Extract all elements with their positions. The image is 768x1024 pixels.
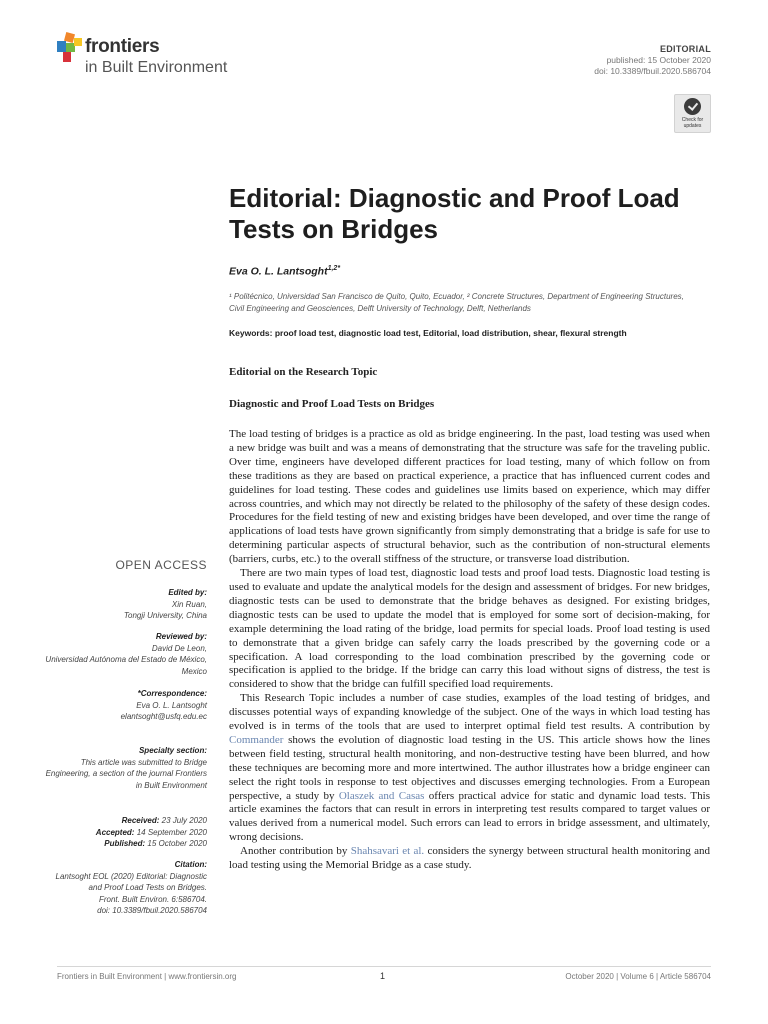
- article-meta: [594, 44, 711, 77]
- published-date: published: 15 October 2020: [606, 55, 711, 65]
- article-body: [229, 428, 710, 873]
- keywords-label: Keywords:: [229, 328, 273, 338]
- keywords-list: proof load test, diagnostic load test, Editorial, load distribution, shear, flexural strength: [274, 328, 627, 338]
- body-paragraph-2: There are two main types of load test, diagnostic load tests and proof load tests. Diagnostic load testing is used to evaluate and update the analytical models for the design and assessment of bridges. For new bridges, diagnostic tests can be used to demonstrate that the bridge behaves as designed. For existing bridges, diagnostic tests can be used to update the model that is employed for some sort of decision-making, for example determining the load rating of the bridge, load permits for special loads. Proof load testing is used to demonstrate that a given bridge can safely carry the loads prescribed by the governing code or a specification. A load corresponding to the load combination prescribed by the governing code or specification is applied to the bridge. If the bridge can carry this load without signs of distress, the test is considered to show that the bridge can fulfill specified load requirements.: [229, 567, 710, 691]
- reference-link-shahsavari[interactable]: Shahsavari et al.: [350, 845, 425, 858]
- citation-doi[interactable]: doi: 10.3389/fbuil.2020.586704: [97, 906, 207, 915]
- logo-subtitle: in Built Environment: [85, 59, 228, 76]
- body-paragraph-4: [229, 845, 710, 873]
- received-label: Received:: [121, 816, 160, 825]
- reference-link-olaszek-casas[interactable]: Olaszek and Casas: [338, 789, 425, 802]
- specialty-label: Specialty section:: [138, 746, 207, 755]
- article-doi[interactable]: doi: 10.3389/fbuil.2020.586704: [594, 66, 711, 76]
- accepted-label: Accepted:: [95, 827, 135, 837]
- published-row: [40, 838, 207, 850]
- dates-block: [40, 815, 207, 850]
- correspondence-name: Eva O. L. Lantsoght: [136, 700, 207, 710]
- frontiers-logo-icon: [57, 33, 83, 63]
- correspondence-block: [40, 688, 207, 723]
- paragraph-4-text-b: considers the synergy between structural health monitoring and load testing using the Memorial Bridge as a case study.: [229, 845, 710, 872]
- citation-journal: Front. Built Environ. 6:586704.: [98, 894, 207, 904]
- check-updates-label: Check for updates: [681, 117, 704, 129]
- citation-text: Lantsoght EOL (2020) Editorial: Diagnostic and Proof Load Tests on Bridges.: [55, 871, 207, 892]
- reviewed-by-label: Reviewed by:: [155, 632, 207, 641]
- open-access-label: OPEN ACCESS: [115, 558, 207, 572]
- page-number: 1: [380, 971, 386, 981]
- reference-link-commander[interactable]: Commander: [229, 733, 284, 746]
- paragraph-4-text-a: Another contribution by: [240, 845, 351, 858]
- body-paragraph-3: [229, 692, 710, 845]
- check-for-updates-button[interactable]: [674, 94, 711, 133]
- edited-by-block: [40, 587, 207, 622]
- check-updates-icon: [684, 98, 701, 115]
- reviewer-name[interactable]: David De Leon,: [151, 643, 207, 653]
- accepted-date: 14 September 2020: [136, 827, 207, 837]
- edited-by-label: Edited by:: [168, 588, 207, 597]
- author-superscript: 1,2*: [327, 265, 341, 272]
- topic-title[interactable]: Diagnostic and Proof Load Tests on Bridges: [229, 398, 435, 410]
- reviewed-by-block: [40, 631, 207, 677]
- citation-block: [40, 859, 207, 917]
- published-label: Published:: [104, 839, 146, 848]
- logo-name: frontiers: [85, 36, 160, 57]
- published-date-side: 15 October 2020: [147, 839, 207, 848]
- specialty-text: This article was submitted to Bridge Engineering, a section of the journal Frontiers in Built Environment: [45, 757, 207, 790]
- keywords-line: [229, 328, 709, 338]
- received-date: 23 July 2020: [161, 816, 207, 825]
- specialty-section-block: [40, 745, 207, 791]
- paragraph-3-text-b: shows the evolution of diagnostic load testing in the US. This article shows how the lines between field testing, structural health monitoring, and non-destructive testing have been blurred, and how these techniques are becoming more and more intertwined. The author illustrates how a bridge engineer can select the right tools in response to test objectives and discusses emerging technologies. From a European perspective, a study by: [229, 733, 710, 802]
- correspondence-label: *Correspondence:: [137, 689, 207, 698]
- correspondence-email[interactable]: elantsoght@usfq.edu.ec: [120, 712, 207, 721]
- topic-heading: Editorial on the Research Topic: [229, 366, 378, 378]
- footer-journal-link[interactable]: Frontiers in Built Environment | www.frontiersin.org: [57, 972, 237, 981]
- editor-affiliation: Tongji University, China: [123, 611, 207, 620]
- body-paragraph-1: The load testing of bridges is a practice as old as bridge engineering. In the past, load testing was used when a new bridge was built and was a means of demonstrating that the structure was safe for the traveling public. Over time, engineers have developed different practices for load testing, many of which follow on from these traditions as they are based on practical experience, a practice that has influenced current codes and guidelines for load testing. These codes and guidelines use limits based on experience, which may differ across countries, and which may not directly be related to the philosophy of the safety of these design codes. Procedures for the field testing of new and existing bridges have been developed, and over time the range of applications of load tests have grown significantly from simply demonstrating that a bridge is safe for use to determining particular aspects of structural behavior, such as the contribution of non-structural elements (barriers, curbs, etc.) to the overall stiffness of the structure, or transverse load distribution.: [229, 428, 710, 566]
- author-line: [229, 265, 340, 278]
- reviewer-affiliation: Universidad Autónoma del Estado de México, Mexico: [45, 655, 207, 676]
- accepted-row: [40, 827, 207, 839]
- paragraph-3-text-c: offers practical advice for static and dynamic load tests. This article examines the factors that can result in errors in interpreting test results compared to target values or values derived from a numerical model. Such errors can lead to errors in bridge assessment, and ultimately, wrong decisions.: [229, 789, 710, 844]
- footer-issue-info: October 2020 | Volume 6 | Article 586704: [565, 972, 711, 981]
- author-name[interactable]: Eva O. L. Lantsoght: [229, 265, 328, 278]
- editor-name[interactable]: Xin Ruan,: [171, 599, 207, 609]
- article-type: EDITORIAL: [659, 44, 711, 54]
- paragraph-3-text-a: This Research Topic includes a number of case studies, examples of the load testing of bridges, and discusses potential ways of expanding knowledge of the subject. One of the ways in which load testing has evolved is in terms of the tools that are used to interpret optimal field test results. A contribution by: [229, 692, 710, 733]
- citation-label: Citation:: [174, 860, 207, 869]
- received-row: [40, 815, 207, 827]
- affiliations: ¹ Politécnico, Universidad San Francisco de Quito, Quito, Ecuador, ² Concrete Structures, Department of Engineering Structures, Civil Engineering and Geosciences, Delft University of Technology, Delft, Netherlands: [229, 292, 684, 313]
- article-title: Editorial: Diagnostic and Proof Load Tests on Bridges: [229, 183, 680, 244]
- journal-logo[interactable]: [57, 33, 257, 81]
- footer-divider: [57, 966, 711, 967]
